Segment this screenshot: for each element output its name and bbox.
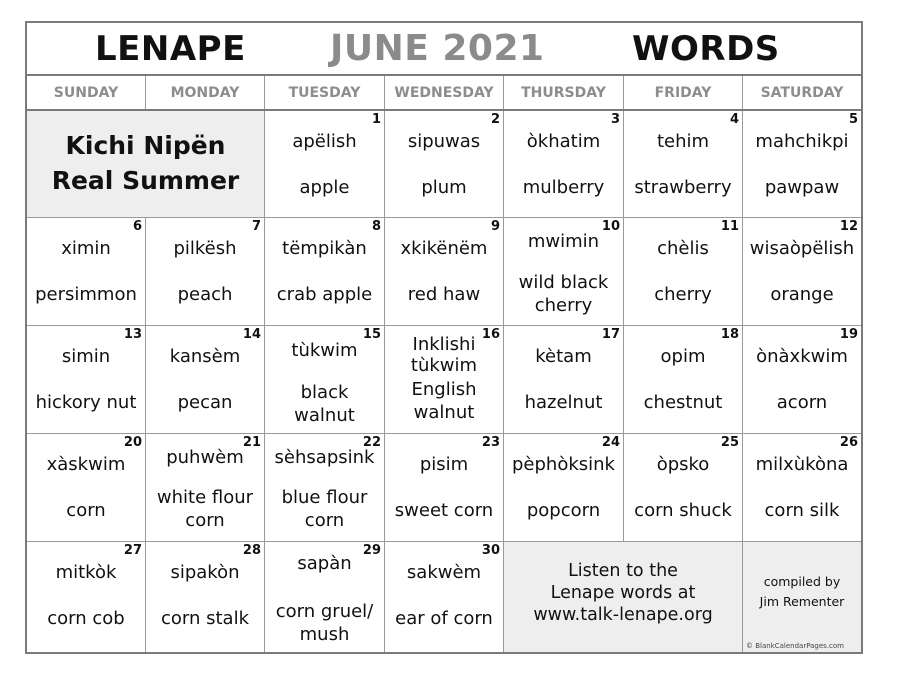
english-translation: corn stalk bbox=[160, 608, 249, 629]
day-cell bbox=[146, 218, 265, 325]
lenape-word: opim bbox=[660, 346, 706, 367]
calendar-frame bbox=[25, 21, 863, 654]
english-translation: white flour corn bbox=[156, 487, 254, 531]
english-translation: orange bbox=[770, 284, 834, 305]
day-number: 21 bbox=[242, 435, 261, 450]
english-translation: black walnut bbox=[294, 382, 355, 426]
week-row-3 bbox=[27, 326, 861, 434]
day-number: 4 bbox=[729, 112, 739, 127]
lenape-word: ximin bbox=[61, 238, 111, 259]
day-number: 17 bbox=[601, 327, 620, 342]
credit-note bbox=[743, 542, 861, 652]
weekday-header bbox=[27, 76, 861, 111]
day-cell bbox=[27, 542, 146, 652]
day-cell bbox=[27, 326, 146, 433]
day-cell bbox=[385, 111, 504, 217]
english-translation: cherry bbox=[654, 284, 712, 305]
lenape-word: pilkësh bbox=[173, 238, 237, 259]
english-translation: corn cob bbox=[47, 608, 125, 629]
weekday-wednesday: WEDNESDAY bbox=[385, 76, 504, 109]
day-number: 15 bbox=[362, 327, 381, 342]
lenape-word: mahchikpi bbox=[755, 131, 849, 152]
day-cell bbox=[743, 434, 861, 541]
day-number: 5 bbox=[848, 112, 858, 127]
day-number: 12 bbox=[839, 219, 858, 234]
lenape-word: milxùkòna bbox=[755, 454, 849, 475]
day-number: 2 bbox=[490, 112, 500, 127]
title-month-year: JUNE 2021 bbox=[330, 28, 545, 69]
english-translation: crab apple bbox=[276, 284, 373, 305]
lenape-word: òpsko bbox=[656, 454, 710, 475]
title-lenape: LENAPE bbox=[95, 29, 246, 69]
season-label bbox=[27, 111, 265, 217]
day-number: 22 bbox=[362, 435, 381, 450]
day-cell bbox=[624, 111, 743, 217]
day-cell bbox=[265, 326, 385, 433]
english-translation: acorn bbox=[776, 392, 828, 413]
credit-line2: Jim Rementer bbox=[759, 594, 845, 609]
lenape-word: wisaòpëlish bbox=[749, 238, 855, 259]
day-number: 10 bbox=[601, 219, 620, 234]
lenape-word: òkhatim bbox=[526, 131, 601, 152]
english-translation: mulberry bbox=[522, 177, 605, 198]
lenape-word: tehim bbox=[656, 131, 710, 152]
lenape-word: xàskwim bbox=[46, 454, 126, 475]
day-number: 25 bbox=[720, 435, 739, 450]
day-number: 14 bbox=[242, 327, 261, 342]
lenape-word: mwimin bbox=[527, 231, 600, 252]
english-translation: popcorn bbox=[526, 500, 601, 521]
day-cell bbox=[265, 434, 385, 541]
day-number: 13 bbox=[123, 327, 142, 342]
english-translation: plum bbox=[421, 177, 467, 198]
day-cell bbox=[265, 111, 385, 217]
lenape-word: ònàxkwim bbox=[756, 346, 848, 367]
english-translation: corn shuck bbox=[634, 500, 732, 521]
english-translation: strawberry bbox=[634, 177, 732, 198]
english-translation: blue flour corn bbox=[281, 487, 368, 531]
lenape-word: sapàn bbox=[297, 553, 352, 574]
english-translation: peach bbox=[177, 284, 233, 305]
listen-note bbox=[504, 542, 743, 652]
day-cell bbox=[27, 218, 146, 325]
english-translation: ear of corn bbox=[395, 608, 493, 629]
day-number: 28 bbox=[242, 543, 261, 558]
english-translation: persimmon bbox=[35, 284, 137, 305]
lenape-word: Inklishi tùkwim bbox=[410, 334, 478, 376]
day-cell bbox=[385, 434, 504, 541]
english-translation: hazelnut bbox=[524, 392, 603, 413]
listen-line3: www.talk-lenape.org bbox=[533, 605, 713, 625]
english-translation: corn silk bbox=[764, 500, 840, 521]
lenape-word: pèphòksink bbox=[512, 454, 615, 475]
day-number: 1 bbox=[371, 112, 381, 127]
day-number: 19 bbox=[839, 327, 858, 342]
calendar-grid bbox=[27, 111, 861, 654]
english-translation: chestnut bbox=[643, 392, 723, 413]
day-cell bbox=[265, 218, 385, 325]
weekday-monday: MONDAY bbox=[146, 76, 265, 109]
day-cell bbox=[385, 326, 504, 433]
day-cell bbox=[743, 111, 861, 217]
lenape-word: simin bbox=[61, 346, 111, 367]
lenape-word: apëlish bbox=[292, 131, 357, 152]
weekday-tuesday: TUESDAY bbox=[265, 76, 385, 109]
season-lenape: Kichi Nipën bbox=[65, 131, 226, 160]
lenape-word: xkikënëm bbox=[400, 238, 488, 259]
lenape-word: kansèm bbox=[169, 346, 241, 367]
day-number: 30 bbox=[481, 543, 500, 558]
watermark: © BlankCalendarPages.com bbox=[746, 642, 844, 650]
day-cell bbox=[624, 218, 743, 325]
title-words: WORDS bbox=[632, 29, 780, 69]
day-number: 8 bbox=[371, 219, 381, 234]
day-cell bbox=[743, 326, 861, 433]
day-number: 18 bbox=[720, 327, 739, 342]
day-number: 27 bbox=[123, 543, 142, 558]
day-cell bbox=[385, 218, 504, 325]
english-translation: corn gruel/ mush bbox=[275, 601, 374, 645]
week-row-5 bbox=[27, 542, 861, 652]
english-translation: hickory nut bbox=[35, 392, 137, 413]
lenape-word: sakwèm bbox=[406, 562, 482, 583]
day-number: 9 bbox=[490, 219, 500, 234]
credit-line1: compiled by bbox=[763, 574, 841, 589]
day-number: 11 bbox=[720, 219, 739, 234]
week-row-2 bbox=[27, 218, 861, 326]
weekday-sunday: SUNDAY bbox=[27, 76, 146, 109]
day-cell bbox=[146, 542, 265, 652]
english-translation: sweet corn bbox=[394, 500, 494, 521]
lenape-word: tùkwim bbox=[291, 340, 358, 361]
lenape-word: pisim bbox=[419, 454, 469, 475]
day-cell bbox=[146, 434, 265, 541]
english-translation: apple bbox=[299, 177, 350, 198]
english-translation: corn bbox=[66, 500, 106, 521]
lenape-word: sipakòn bbox=[170, 562, 240, 583]
lenape-word: sipuwas bbox=[407, 131, 481, 152]
lenape-word: chèlis bbox=[657, 238, 709, 259]
weekday-thursday: THURSDAY bbox=[504, 76, 624, 109]
lenape-word: tëmpikàn bbox=[282, 238, 367, 259]
english-translation: pawpaw bbox=[764, 177, 840, 198]
english-translation: English walnut bbox=[411, 379, 477, 423]
english-translation: red haw bbox=[407, 284, 481, 305]
english-translation: wild black cherry bbox=[518, 272, 609, 316]
day-number: 7 bbox=[251, 219, 261, 234]
day-cell bbox=[624, 434, 743, 541]
day-cell bbox=[504, 111, 624, 217]
week-row-4 bbox=[27, 434, 861, 542]
day-cell bbox=[743, 218, 861, 325]
day-cell bbox=[624, 326, 743, 433]
day-number: 29 bbox=[362, 543, 381, 558]
lenape-word: puhwèm bbox=[166, 447, 244, 468]
season-english: Real Summer bbox=[51, 166, 240, 195]
weekday-saturday: SATURDAY bbox=[760, 84, 844, 101]
calendar-title bbox=[27, 23, 861, 76]
day-number: 20 bbox=[123, 435, 142, 450]
day-cell bbox=[146, 326, 265, 433]
day-number: 26 bbox=[839, 435, 858, 450]
lenape-word: sèhsapsink bbox=[274, 447, 375, 468]
listen-line1: Listen to the bbox=[568, 561, 678, 581]
day-cell bbox=[504, 218, 624, 325]
lenape-word: mitkòk bbox=[55, 562, 117, 583]
day-cell bbox=[27, 434, 146, 541]
day-number: 16 bbox=[481, 327, 500, 342]
day-number: 6 bbox=[132, 219, 142, 234]
day-number: 24 bbox=[601, 435, 620, 450]
day-number: 23 bbox=[481, 435, 500, 450]
day-cell bbox=[385, 542, 504, 652]
english-translation: pecan bbox=[177, 392, 233, 413]
week-row-1 bbox=[27, 111, 861, 218]
listen-line2: Lenape words at bbox=[550, 583, 696, 603]
day-cell bbox=[265, 542, 385, 652]
day-cell bbox=[504, 326, 624, 433]
weekday-friday: FRIDAY bbox=[624, 76, 743, 109]
lenape-word: kètam bbox=[535, 346, 592, 367]
day-number: 3 bbox=[610, 112, 620, 127]
day-cell bbox=[504, 434, 624, 541]
